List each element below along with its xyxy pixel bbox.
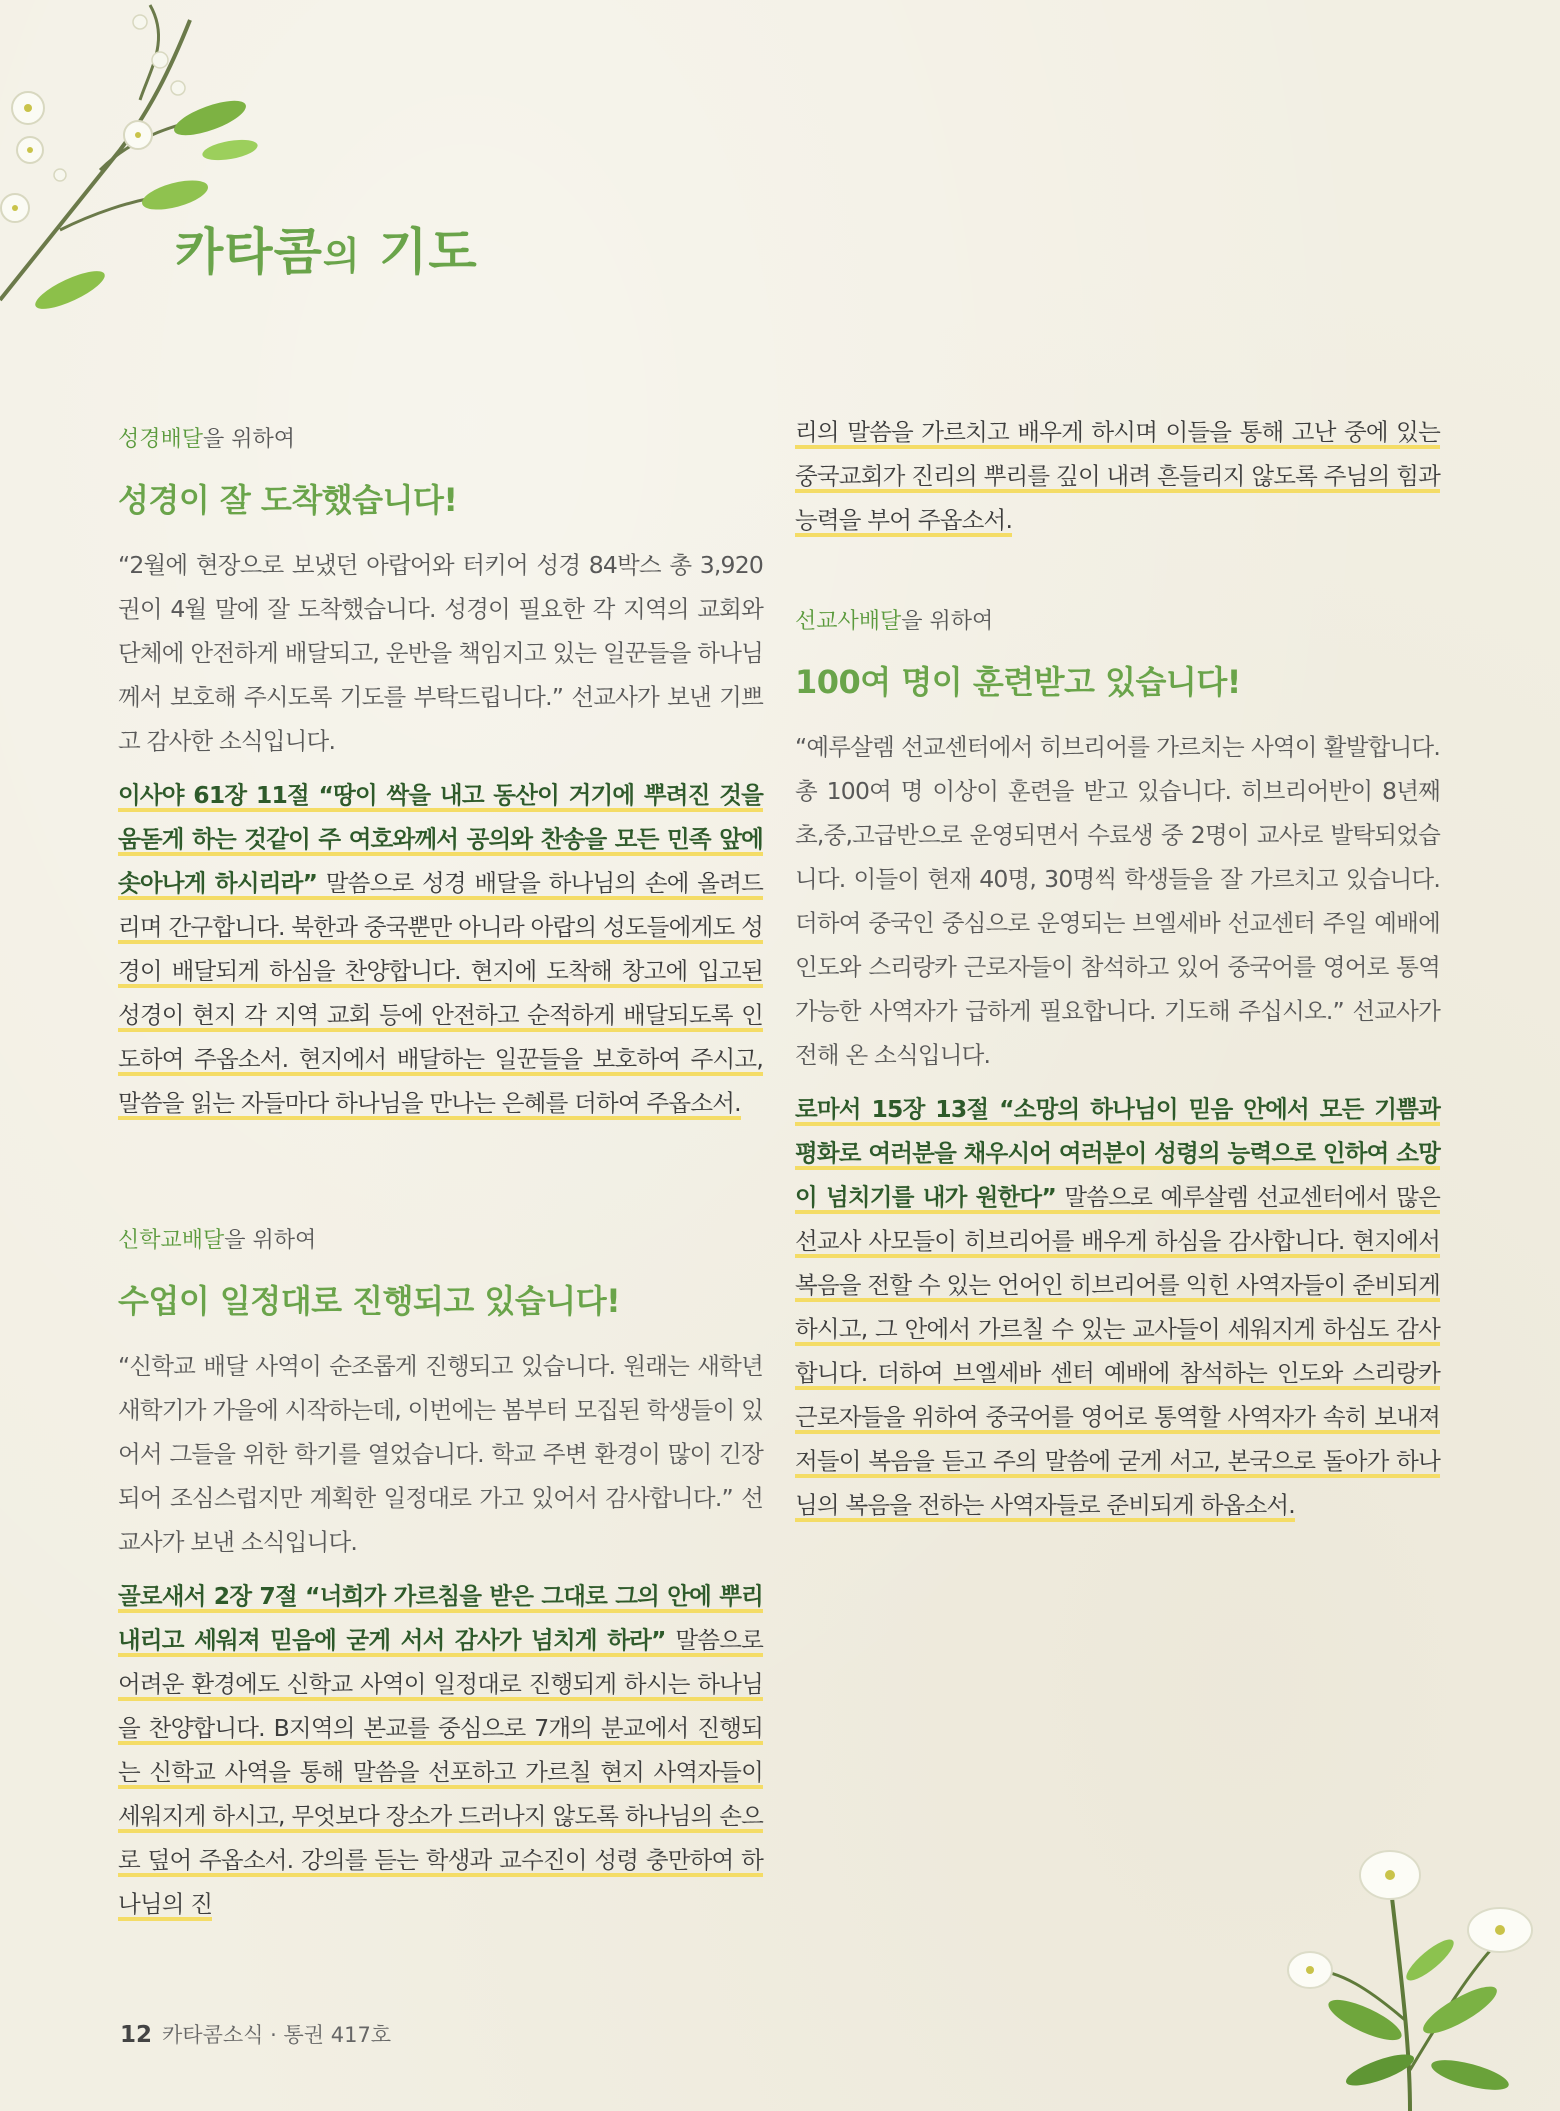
section-bible-delivery	[118, 422, 763, 1125]
bible-verse: 골로새서 2장 7절 “너희가 가르침을 받은 그대로 그의 안에 뿌리 내리고 세워져 믿음에 굳게 서서 감사가 넘치게 하라”	[118, 1582, 763, 1657]
section-label-keyword: 선교사배달	[795, 609, 902, 634]
section-title: 수업이 일정대로 진행되고 있습니다!	[118, 1282, 621, 1320]
flower-plant-decoration	[1270, 1820, 1560, 2111]
section-label	[795, 604, 1440, 635]
prayer-continuation-text: 리의 말씀을 가르치고 배우게 하시며 이들을 통해 고난 중에 있는 중국교회가 진리의 뿌리를 깊이 내려 흔들리지 않도록 주님의 힘과 능력을 부어 주옵소서.	[795, 418, 1440, 537]
left-column	[118, 412, 763, 1986]
prayer-text: 말씀으로 어려운 환경에도 신학교 사역이 일정대로 진행되게 하시는 하나님을 찬양합니다. B지역의 본교를 중심으로 7개의 분교에서 진행되는 신학교 사역을 통해 말씀을 선포하고 가르칠 현지 사역자들이 세워지게 하시고, 무엇보다 장소가 드러나지 않도록 하나님의 손으로 덮어 주옵소서. 강의를 듣는 학생과 교수진이 성령 충만하여 하나님의 진	[118, 1626, 763, 1921]
section-body: “2월에 현장으로 보냈던 아랍어와 터키어 성경 84박스 총 3,920권이 4월 말에 잘 도착했습니다. 성경이 필요한 각 지역의 교회와 단체에 안전하게 배달되고, 운반을 책임지고 있는 일꾼들을 하나님께서 보호해 주시도록 기도를 부탁드립니다.” 선교사가 보낸 기쁘고 감사한 소식입니다.	[118, 551, 763, 755]
section-seminary-delivery	[118, 1223, 763, 1926]
page-footer	[120, 2019, 391, 2049]
bible-verse: 이사야 61장 11절 “땅이 싹을 내고 동산이 거기에 뿌려진 것을 움돋게 하는 것같이 주 여호와께서 공의와 찬송을 모든 민족 앞에 솟아나게 하시리라”	[118, 781, 763, 900]
section-body: “신학교 배달 사역이 순조롭게 진행되고 있습니다. 원래는 새학년 새학기가 가을에 시작하는데, 이번에는 봄부터 모집된 학생들이 있어서 그들을 위한 학기를 열었습니다. 학교 주변 환경이 많이 긴장되어 조심스럽지만 계획한 일정대로 가고 있어서 감사합니다.” 선교사가 보낸 소식입니다.	[118, 1352, 763, 1556]
title-particle: 의	[322, 234, 361, 278]
section-title: 100여 명이 훈련받고 있습니다!	[795, 663, 1241, 701]
prayer-text: 말씀으로 성경 배달을 하나님의 손에 올려드리며 간구합니다. 북한과 중국뿐만 아니라 아랍의 성도들에게도 성경이 배달되게 하심을 찬양합니다. 현지에 도착해 창고에 입고된 성경이 현지 각 지역 교회 등에 안전하고 순적하게 배달되도록 인도하여 주옵소서. 현지에서 배달하는 일꾼들을 보호하여 주시고, 말씀을 읽는 자들마다 하나님을 만나는 은혜를 더하여 주옵소서.	[118, 869, 763, 1120]
section-label-suffix: 을 위하여	[901, 609, 994, 634]
prayer-paragraph	[795, 1087, 1440, 1527]
section-label-keyword: 성경배달	[118, 427, 204, 452]
bible-verse: 로마서 15장 13절 “소망의 하나님이 믿음 안에서 모든 기쁨과 평화로 여러분을 채우시어 여러분이 성령의 능력으로 인하여 소망이 넘치기를 내가 원한다”	[795, 1095, 1440, 1214]
right-column	[795, 412, 1440, 1587]
section-label-keyword: 신학교배달	[118, 1228, 225, 1253]
section-missionary-delivery	[795, 604, 1440, 1527]
page-number: 12	[120, 2022, 153, 2048]
section-label-suffix: 을 위하여	[224, 1228, 317, 1253]
section-title: 성경이 잘 도착했습니다!	[118, 481, 458, 519]
section-body: “예루살렘 선교센터에서 히브리어를 가르치는 사역이 활발합니다. 총 100여 명 이상이 훈련을 받고 있습니다. 히브리어반이 8년째 초,중,고급반으로 운영되면서 수료생 중 2명이 교사로 발탁되었습니다. 이들이 현재 40명, 30명씩 학생들을 잘 가르치고 있습니다. 더하여 중국인 중심으로 운영되는 브엘세바 선교센터 주일 예배에 인도와 스리랑카 근로자들이 참석하고 있어 중국어를 영어로 통역 가능한 사역자가 급하게 필요합니다. 기도해 주십시오.” 선교사가 전해 온 소식입니다.	[795, 733, 1440, 1069]
prayer-continuation	[795, 410, 1440, 542]
section-label-suffix: 을 위하여	[203, 427, 296, 452]
section-label	[118, 422, 763, 453]
title-main: 카타콤	[175, 223, 323, 281]
prayer-paragraph	[118, 773, 763, 1125]
section-label	[118, 1223, 763, 1254]
prayer-text: 말씀으로 예루살렘 선교센터에서 많은 선교사 사모들이 히브리어를 배우게 하심을 감사합니다. 현지에서 복음을 전할 수 있는 언어인 히브리어를 익힌 사역자들이 준비되게 하시고, 그 안에서 가르칠 수 있는 교사들이 세워지게 하심도 감사합니다. 더하여 브엘세바 센터 예배에 참석하는 인도와 스리랑카 근로자들을 위하여 중국어를 영어로 통역할 사역자가 속히 보내져 저들이 복음을 듣고 주의 말씀에 굳게 서고, 본국으로 돌아가 하나님의 복음을 전하는 사역자들로 준비되게 하옵소서.	[795, 1183, 1440, 1522]
publication-name: 카타콤소식 · 통권 417호	[162, 2023, 392, 2047]
title-end: 기도	[379, 223, 478, 281]
page-title	[175, 212, 478, 284]
prayer-paragraph	[118, 1574, 763, 1926]
